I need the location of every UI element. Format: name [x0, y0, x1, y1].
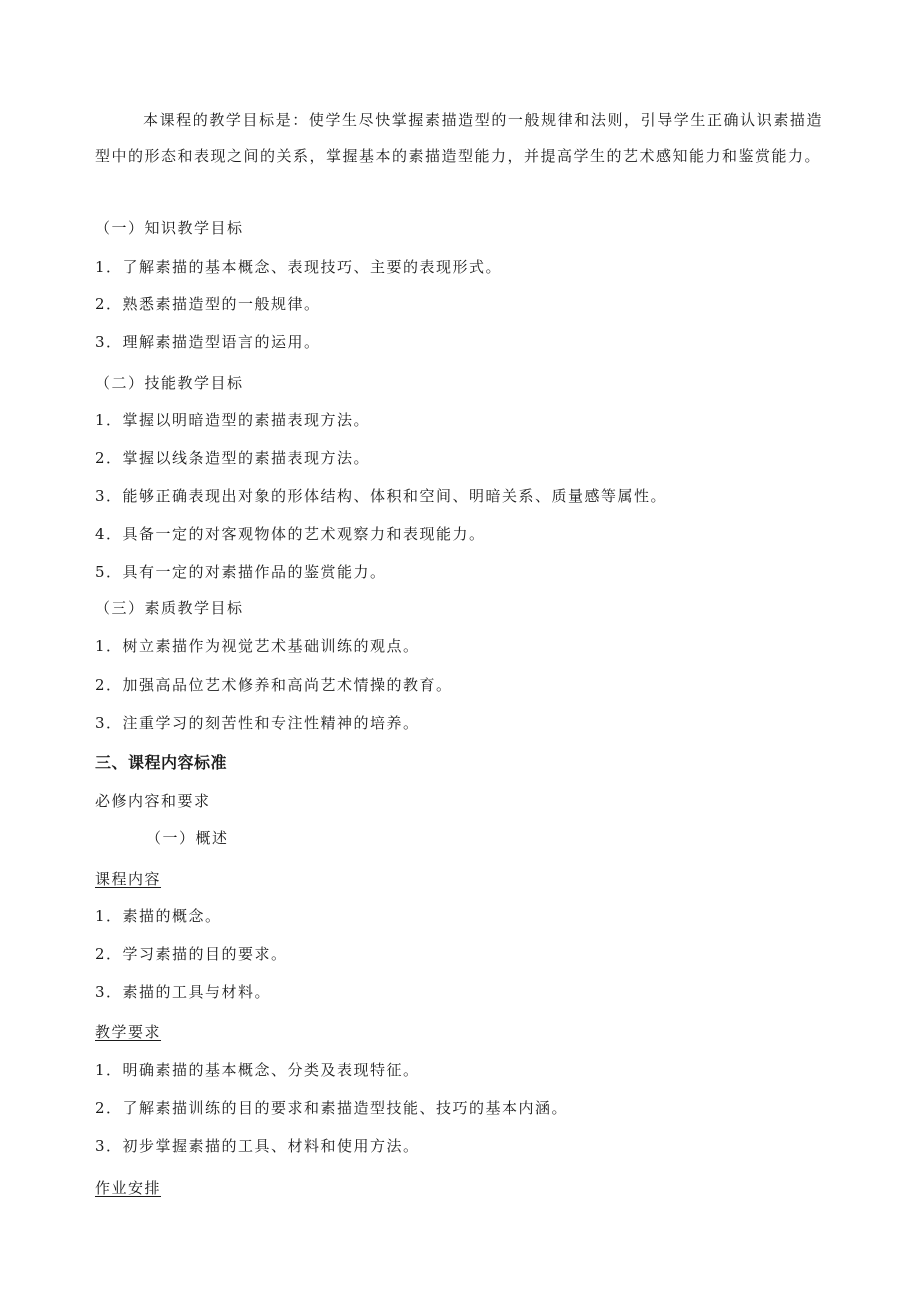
homework-title: 作业安排 [95, 1179, 162, 1197]
quality-goals-title: （三）素质教学目标 [95, 599, 244, 617]
knowledge-item: 3．理解素描造型语言的运用。 [95, 333, 321, 351]
requirement-item: 2．了解素描训练的目的要求和素描造型技能、技巧的基本内涵。 [95, 1099, 569, 1117]
knowledge-goals-title: （一）知识教学目标 [95, 219, 244, 237]
course-content-title: 课程内容 [95, 870, 162, 888]
knowledge-item: 2．熟悉素描造型的一般规律。 [95, 295, 321, 313]
skill-item: 3．能够正确表现出对象的形体结构、体积和空间、明暗关系、质量感等属性。 [95, 487, 668, 505]
intro-paragraph: 本课程的教学目标是：使学生尽快掌握素描造型的一般规律和法则，引导学生正确认识素描造型中的形态和表现之间的关系，掌握基本的素描造型能力，并提高学生的艺术感知能力和鉴赏能力。 [95, 111, 823, 165]
content-item: 3．素描的工具与材料。 [95, 983, 272, 1001]
content-item: 1．素描的概念。 [95, 907, 222, 925]
requirement-item: 3．初步掌握素描的工具、材料和使用方法。 [95, 1137, 420, 1155]
quality-item: 2．加强高品位艺术修养和高尚艺术情操的教育。 [95, 676, 453, 694]
skill-item: 2．掌握以线条造型的素描表现方法。 [95, 449, 371, 467]
content-item: 2．学习素描的目的要求。 [95, 945, 288, 963]
quality-item: 3．注重学习的刻苦性和专注性精神的培养。 [95, 714, 420, 732]
skill-goals-title: （二）技能教学目标 [95, 374, 244, 392]
skill-item: 4．具备一定的对客观物体的艺术观察力和表现能力。 [95, 525, 486, 543]
teaching-requirements-title: 教学要求 [95, 1023, 162, 1041]
required-content-label: 必修内容和要求 [95, 792, 211, 810]
overview-subheading: （一）概述 [146, 829, 229, 847]
knowledge-item: 1．了解素描的基本概念、表现技巧、主要的表现形式。 [95, 258, 503, 276]
section-heading: 三、课程内容标准 [95, 753, 228, 772]
skill-item: 1．掌握以明暗造型的素描表现方法。 [95, 411, 371, 429]
skill-item: 5．具有一定的对素描作品的鉴赏能力。 [95, 563, 387, 581]
quality-item: 1．树立素描作为视觉艺术基础训练的观点。 [95, 637, 420, 655]
requirement-item: 1．明确素描的基本概念、分类及表现特征。 [95, 1061, 420, 1079]
